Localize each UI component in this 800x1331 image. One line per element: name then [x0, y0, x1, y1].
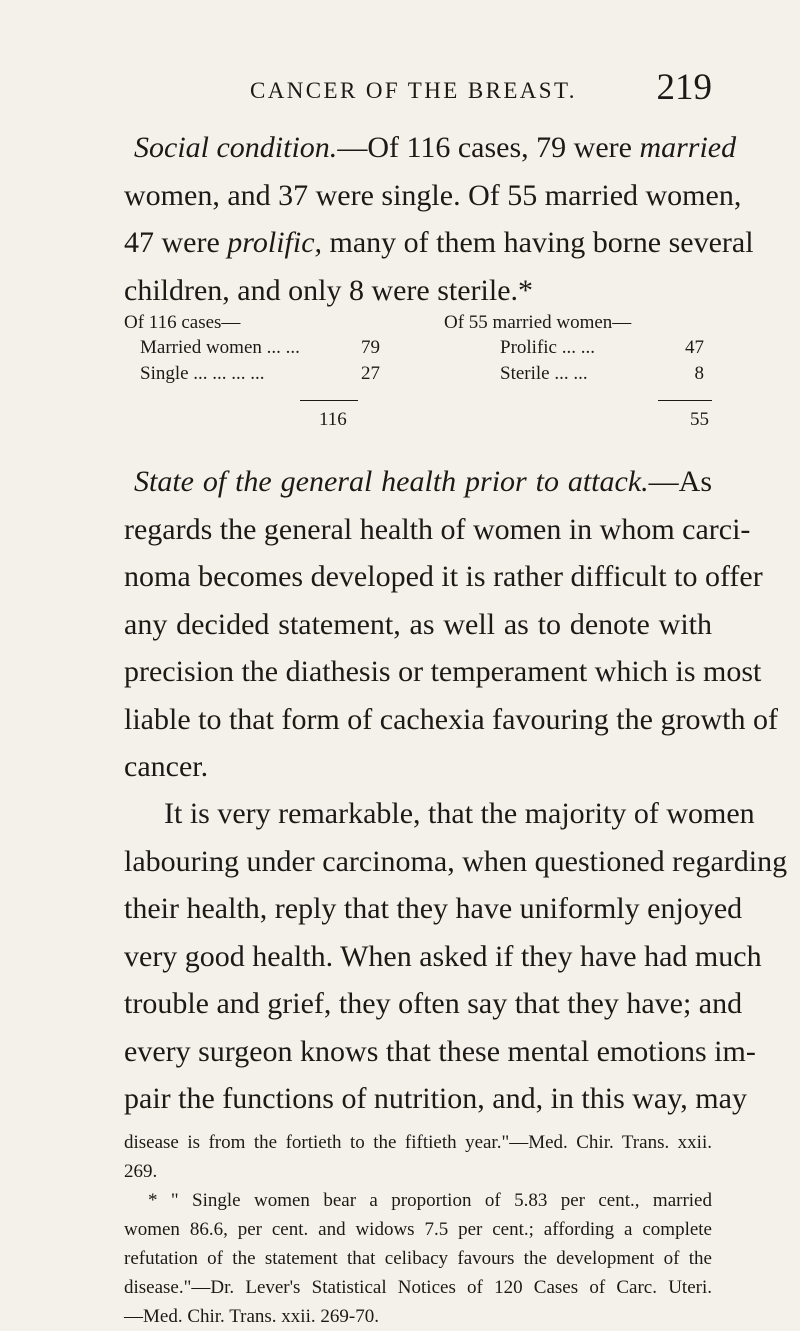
footnote-line: 269. — [124, 1161, 158, 1182]
paragraph-line: their health, reply that they have uniformly enjoyed — [124, 892, 743, 925]
paragraph-line: very good health. When asked if they have had much — [124, 939, 762, 973]
footnote-line: women 86.6, per cent. and widows 7.5 per cent.; affording a complete — [124, 1219, 712, 1240]
stats-value: 47 — [685, 337, 704, 358]
paragraph-line: State of the general health prior to attack.—As — [134, 465, 712, 498]
paragraph-line: every surgeon knows that these mental emotions im- — [124, 1034, 756, 1068]
stats-label: Single ... ... ... ... — [140, 363, 265, 384]
footnote-line: * " Single women bear a proportion of 5.83 per cent., married — [148, 1190, 712, 1211]
stats-label: Prolific ... ... — [500, 337, 595, 358]
sum-rule — [658, 400, 712, 401]
paragraph-line: cancer. — [124, 750, 209, 783]
emphasis-prolific: prolific, — [227, 226, 323, 259]
paragraph-line: children, and only 8 were sterile.* — [124, 273, 534, 307]
paragraph-line: Social condition.—Of 116 cases, 79 were married — [134, 131, 737, 164]
footnote-line: disease."—Dr. Lever's Statistical Notices of 120 Cases of Carc. Uteri. — [124, 1277, 712, 1298]
footnote-line: refutation of the statement that celibacy favours the development of the — [124, 1248, 712, 1269]
paragraph-line: trouble and grief, they often say that they have; and — [124, 987, 743, 1020]
footnote-line: disease is from the fortieth to the fiftieth year."—Med. Chir. Trans. xxii. — [124, 1132, 712, 1153]
stats-value: 27 — [361, 363, 380, 384]
stats-value: 8 — [694, 363, 704, 384]
stats-total: 116 — [319, 409, 347, 430]
page-header — [120, 66, 712, 116]
paragraph-social-condition — [124, 124, 754, 314]
footnote-line: —Med. Chir. Trans. xxii. 269-70. — [124, 1306, 379, 1327]
stats-total: 55 — [690, 409, 709, 430]
paragraph-remarkable — [124, 790, 788, 1123]
emphasis-married: married — [639, 131, 737, 164]
stats-label: Sterile ... ... — [500, 363, 588, 384]
running-head: CANCER OF THE BREAST. — [250, 78, 577, 103]
section-heading: State of the general health prior to attack. — [134, 465, 649, 498]
page-number: 219 — [656, 67, 712, 108]
stats-title: Of 55 married women— — [444, 312, 632, 333]
paragraph-line: It is very remarkable, that the majority of women — [164, 797, 755, 830]
paragraph-line: women, and 37 were single. Of 55 married women, — [124, 178, 742, 212]
paragraph-general-health — [124, 458, 778, 791]
section-heading: Social condition. — [134, 131, 338, 164]
paragraph-line: any decided statement, as well as to denote with — [124, 607, 712, 641]
paragraph-line: regards the general health of women in whom carci- — [124, 512, 751, 546]
paragraph-line: noma becomes developed it is rather difficult to offer — [124, 560, 763, 593]
sum-rule — [300, 400, 358, 401]
stats-title: Of 116 cases— — [124, 312, 241, 333]
paragraph-line: 47 were prolific, many of them having borne several — [124, 226, 754, 259]
paragraph-line: precision the diathesis or temperament which is most — [124, 655, 762, 688]
paragraph-line: pair the functions of nutrition, and, in this way, may — [124, 1082, 747, 1115]
stats-value: 79 — [361, 337, 380, 358]
paragraph-line: labouring under carcinoma, when questioned regarding — [124, 844, 788, 878]
stats-label: Married women ... ... — [140, 337, 300, 358]
paragraph-line: liable to that form of cachexia favouring the growth of — [124, 702, 778, 736]
